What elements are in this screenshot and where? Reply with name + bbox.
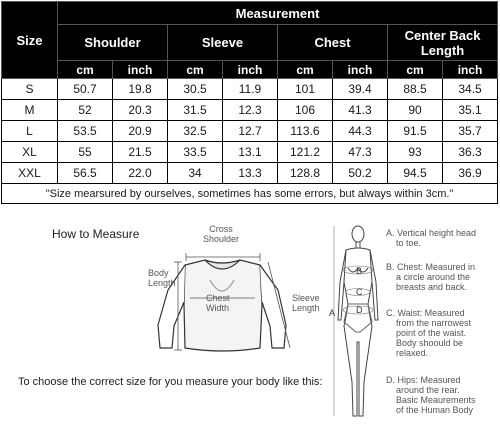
value-cell: 34 bbox=[168, 163, 223, 184]
unit-header-4: cm bbox=[278, 61, 333, 79]
size-header: Size bbox=[2, 2, 58, 79]
size-cell: XL bbox=[2, 142, 58, 163]
how-to-measure-title: How to Measure bbox=[52, 227, 140, 241]
value-cell: 20.3 bbox=[113, 100, 168, 121]
unit-header-1: inch bbox=[113, 61, 168, 79]
unit-header-7: inch bbox=[443, 61, 498, 79]
value-cell: 53.5 bbox=[58, 121, 113, 142]
marker-b: B bbox=[356, 266, 363, 276]
value-cell: 19.8 bbox=[113, 79, 168, 100]
value-cell: 11.9 bbox=[223, 79, 278, 100]
size-cell: L bbox=[2, 121, 58, 142]
value-cell: 50.7 bbox=[58, 79, 113, 100]
size-cell: M bbox=[2, 100, 58, 121]
value-cell: 12.3 bbox=[223, 100, 278, 121]
value-cell: 39.4 bbox=[333, 79, 388, 100]
marker-d: D bbox=[356, 305, 363, 315]
size-cell: XXL bbox=[2, 163, 58, 184]
legend-c: C. Waist: Measured from the narrowest point of the waist. Body shoould be relaxed. bbox=[386, 308, 472, 358]
legend-a: A. Vertical height head to toe. bbox=[386, 228, 477, 248]
chest-width-label: Chest Width bbox=[206, 293, 230, 313]
unit-header-0: cm bbox=[58, 61, 113, 79]
value-cell: 91.5 bbox=[388, 121, 443, 142]
table-row bbox=[2, 121, 498, 142]
legend-b: B. Chest: Measured in a circle around the breasts and back. bbox=[386, 262, 476, 292]
value-cell: 50.2 bbox=[333, 163, 388, 184]
value-cell: 121.2 bbox=[278, 142, 333, 163]
table-row bbox=[2, 142, 498, 163]
sleeve-length-label: Sleeve Length bbox=[292, 293, 320, 313]
value-cell: 13.3 bbox=[223, 163, 278, 184]
value-cell: 12.7 bbox=[223, 121, 278, 142]
size-note: "Size mearsured by ourselves, sometimes has some errors, but always within 3cm." bbox=[2, 184, 498, 204]
value-cell: 35.7 bbox=[443, 121, 498, 142]
unit-header-3: inch bbox=[223, 61, 278, 79]
value-cell: 47.3 bbox=[333, 142, 388, 163]
group-header-0: Shoulder bbox=[58, 25, 168, 61]
value-cell: 21.5 bbox=[113, 142, 168, 163]
value-cell: 22.0 bbox=[113, 163, 168, 184]
value-cell: 32.5 bbox=[168, 121, 223, 142]
value-cell: 20.9 bbox=[113, 121, 168, 142]
unit-header-2: cm bbox=[168, 61, 223, 79]
value-cell: 90 bbox=[388, 100, 443, 121]
value-cell: 101 bbox=[278, 79, 333, 100]
size-cell: S bbox=[2, 79, 58, 100]
choose-size-instruction: To choose the correct size for you measure your body like this: bbox=[18, 376, 323, 388]
group-header-1: Sleeve bbox=[168, 25, 278, 61]
table-row bbox=[2, 163, 498, 184]
value-cell: 36.9 bbox=[443, 163, 498, 184]
body-figure-illustration bbox=[328, 222, 388, 422]
value-cell: 36.3 bbox=[443, 142, 498, 163]
legend-d: D. Hips: Measured around the rear. Basic Meaurements of the Human Body bbox=[386, 375, 476, 415]
value-cell: 113.6 bbox=[278, 121, 333, 142]
value-cell: 94.5 bbox=[388, 163, 443, 184]
value-cell: 34.5 bbox=[443, 79, 498, 100]
value-cell: 56.5 bbox=[58, 163, 113, 184]
value-cell: 106 bbox=[278, 100, 333, 121]
value-cell: 33.5 bbox=[168, 142, 223, 163]
marker-c: C bbox=[356, 287, 363, 297]
measurement-header: Measurement bbox=[58, 2, 498, 25]
marker-a: A bbox=[329, 308, 336, 318]
unit-header-5: inch bbox=[333, 61, 388, 79]
table-row bbox=[2, 100, 498, 121]
unit-header-6: cm bbox=[388, 61, 443, 79]
size-chart-table bbox=[1, 1, 498, 204]
value-cell: 35.1 bbox=[443, 100, 498, 121]
value-cell: 41.3 bbox=[333, 100, 388, 121]
group-header-3: Center Back Length bbox=[388, 25, 498, 61]
value-cell: 55 bbox=[58, 142, 113, 163]
body-length-label: Body Length bbox=[148, 268, 176, 288]
value-cell: 88.5 bbox=[388, 79, 443, 100]
value-cell: 128.8 bbox=[278, 163, 333, 184]
value-cell: 44.3 bbox=[333, 121, 388, 142]
value-cell: 31.5 bbox=[168, 100, 223, 121]
value-cell: 30.5 bbox=[168, 79, 223, 100]
value-cell: 93 bbox=[388, 142, 443, 163]
table-row bbox=[2, 79, 498, 100]
group-header-2: Chest bbox=[278, 25, 388, 61]
value-cell: 52 bbox=[58, 100, 113, 121]
cross-shoulder-label: Cross Shoulder bbox=[203, 224, 240, 244]
value-cell: 13.1 bbox=[223, 142, 278, 163]
